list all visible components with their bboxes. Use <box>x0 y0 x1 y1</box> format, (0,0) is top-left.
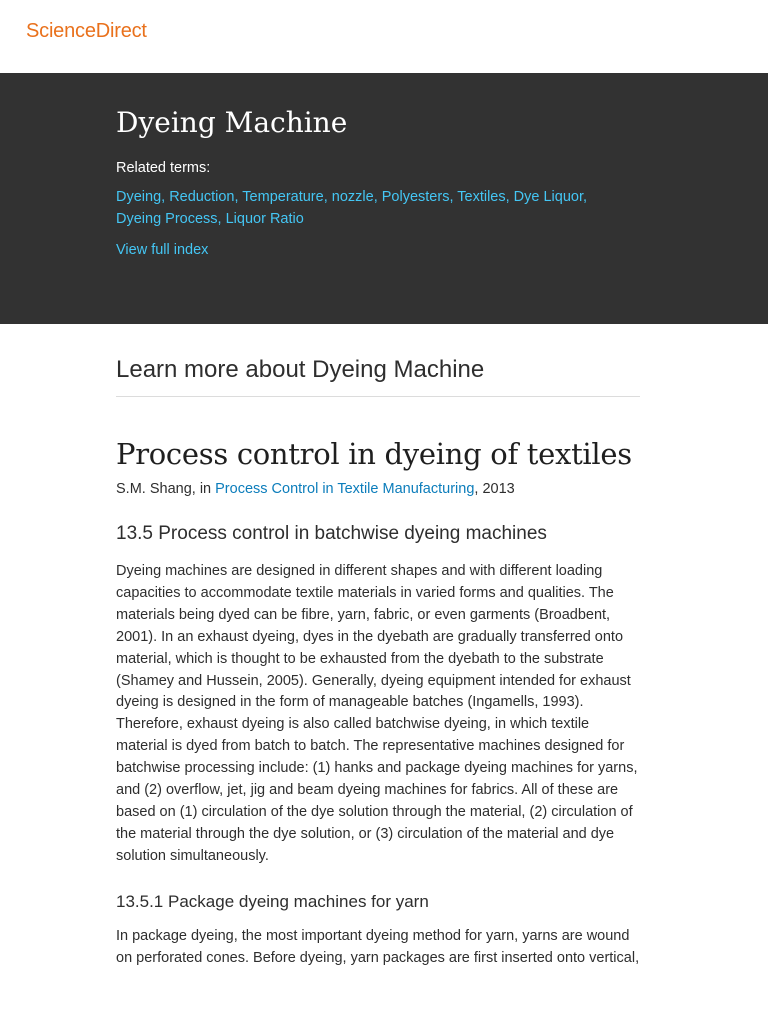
author-text: S.M. Shang, in <box>116 481 216 497</box>
top-bar <box>0 0 768 73</box>
related-term-link[interactable]: Polyesters <box>381 188 450 205</box>
related-term-link[interactable]: Liquor Ratio <box>225 210 304 227</box>
related-terms-label: Related terms: <box>116 159 211 176</box>
subsection-paragraph: In package dyeing, the most important dyeing method for yarn, yarns are wound on perforated cones. Before dyeing, yarn packages are first inserted onto vertical, <box>116 927 640 966</box>
chapter-byline <box>116 481 640 497</box>
related-term-link[interactable]: Textiles <box>457 188 506 205</box>
related-term-link[interactable]: Reduction <box>169 188 235 205</box>
topic-title: Dyeing Machine <box>116 106 348 139</box>
sciencedirect-logo[interactable]: ScienceDirect <box>26 20 147 42</box>
learn-more-heading: Learn more about Dyeing Machine <box>116 356 640 397</box>
related-term-link[interactable]: Temperature <box>242 188 324 205</box>
chapter-title: Process control in dyeing of textiles <box>116 437 632 471</box>
related-terms-list: Dyeing, Reduction, Temperature, nozzle, Polyesters, Textiles, Dye Liquor, Dyeing Process, Liquor Ratio <box>116 188 588 227</box>
related-term-link[interactable]: Dye Liquor <box>513 188 583 205</box>
publication-year: , 2013 <box>474 481 515 497</box>
section-paragraph: Dyeing machines are designed in different shapes and with different loading capacities to accommodate textile materials in varied forms and qualities. The materials being dyed can be fibre, yarn, fabric, or even garments (Broadbent, 2001). In an exhaust dyeing, dyes in the dyebath are gradually transferred onto material, which is thought to be exhausted from the dyebath to the substrate (Shamey and Hussein, 2005). Generally, dyeing equipment intended for exhaust dyeing is designed in the form of manageable batches (Ingamells, 1993). Therefore, exhaust dyeing is also called batchwise dyeing, in which textile material is dyed from batch to batch. The representative machines designed for batchwise processing include: (1) hanks and package dyeing machines for yarns, and (2) overflow, jet, jig and beam dyeing machines for fabrics. All of these are based on (1) circulation of the dye solution through the material, (2) circulation of the material through the dye solution, or (3) circulation of the material and dye solution simultaneously. <box>116 563 638 864</box>
book-title-link[interactable]: Process Control in Textile Manufacturing <box>215 481 475 497</box>
topic-hero <box>0 73 768 324</box>
view-full-index-link[interactable]: View full index <box>116 241 209 258</box>
subsection-heading: 13.5.1 Package dyeing machines for yarn <box>116 891 429 911</box>
section-heading: 13.5 Process control in batchwise dyeing machines <box>116 523 547 544</box>
related-term-link[interactable]: Dyeing Process <box>116 210 218 227</box>
related-term-link[interactable]: nozzle <box>331 188 374 205</box>
related-term-link[interactable]: Dyeing <box>116 188 162 205</box>
article-content <box>0 356 768 970</box>
